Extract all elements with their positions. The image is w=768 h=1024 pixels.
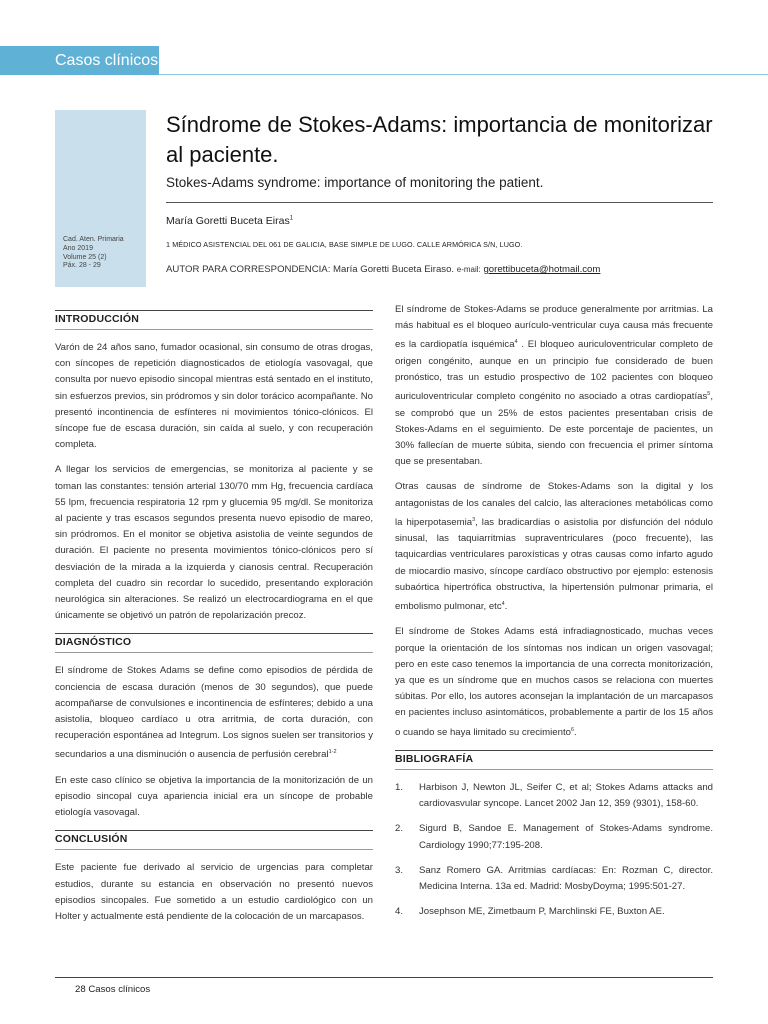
corr-name: María Goretti Buceta Eiraso. bbox=[333, 264, 455, 275]
author-sup: 1 bbox=[289, 215, 294, 222]
page-footer bbox=[75, 984, 150, 995]
right-p2b-sup: 4 bbox=[501, 601, 505, 608]
right-p1a: El síndrome de Stokes-Adams se produce generalmente por arritmias. La más habitual es el bloqueo aurículo-ventricular cuya causa más frecuente es la cardiopatía isquémica bbox=[395, 304, 713, 351]
journal-meta bbox=[63, 236, 124, 271]
diag-heading: DIAGNÓSTICO bbox=[55, 633, 373, 653]
meta-year: Ano 2019 bbox=[63, 244, 93, 252]
right-p2c: . bbox=[504, 601, 508, 613]
concl-p1: Este paciente fue derivado al servicio de urgencias para completar estudios, durante su estancia en observación no presentó nuevos episodios sincopales. Fue sometido a un estudio cardiológico con un Holter y actualmente está pendiente de la colocación de un marcapasos. bbox=[55, 862, 373, 923]
ref-num: 4. bbox=[395, 906, 404, 918]
article-subtitle: Stokes-Adams syndrome: importance of monitoring the patient. bbox=[166, 175, 544, 190]
reference-item bbox=[395, 821, 713, 853]
meta-volume: Volume 25 (2) bbox=[63, 253, 107, 261]
email-link[interactable]: gorettibuceta@hotmail.com bbox=[483, 264, 601, 275]
right-p1a-sup: 4 bbox=[514, 339, 518, 346]
right-p1b: . El bloqueo auriculoventricular completo de origen congénito, aunque en un principio fue considerado de buen pronóstico, tras un estudio prospectivo de 102 pacientes con bloqueo auriculoventricular completo congénito no asociado a otras cardiopatías bbox=[395, 339, 713, 403]
right-p2a-sup: 3 bbox=[472, 516, 476, 523]
intro-p1: Varón de 24 años sano, fumador ocasional, sin consumo de otras drogas, con síncopes de repetición diagnosticados de etiología vasovagal, que consulta por nuevo episodio sincopal mientras está sentado en el instituto, sin esfuerzos previos, sin pródromos y sin dolor torácico acompañante. No presentó incontinencia de esfínteres ni movimientos tónico-clónicos. El síncope fue de escasa duración, sin caída al suelo, y con recuperación completa. bbox=[55, 342, 373, 451]
ref-text: Harbison J, Newton JL, Seifer C, et al; Stokes Adams attacks and cardiovasvular syncope. Lancet 2002 Jan 12, 359 (9301), 158-60. bbox=[419, 782, 713, 810]
ref-num: 2. bbox=[395, 823, 404, 835]
right-p1c: , se comprobó que un 25% de estos pacientes presentaban crisis de Stokes-Adams en el seguimiento. De este porcentaje de pacientes, un 30% fallecían de muerte súbita, siendo con frecuencia el primer síntoma que se presentaban. bbox=[395, 391, 713, 468]
right-p2a: Otras causas de síndrome de Stokes-Adams son la digital y los antagonistas de los canales del calcio, las alteraciones metabólicas como la hiperpotasemia bbox=[395, 481, 713, 528]
ref-text: Josephson ME, Zimetbaum P, Marchlinski FE, Buxton AE. bbox=[419, 906, 665, 918]
correspondence bbox=[166, 264, 600, 275]
reference-list bbox=[395, 780, 713, 920]
author-line bbox=[166, 215, 293, 227]
intro-p2: A llegar los servicios de emergencias, se monitoriza al paciente y se toman las constantes: tensión arterial 130/70 mm Hg, frecuencia cardíaca 55 lpm, frecuencia respiratoria 12 rpm y glucemia 95 mg/dl. Se monitoriza al paciente y tras escasos segundos presenta nuevo episodio de mareo, sin pródromos. En el monitor se objetiva asistolia de veinte segundos de duración. El paciente no presenta movimientos tónico-clónicos pero sí desviación de la mirada a la izquierda y cianosis central. Recuperación completa del cuadro sin recordar lo sucedido, presentando exploración neurológica sin alteraciones. Se realizó un electrocardiograma en el que únicamente se objetivó un patrón de repolarización precoz. bbox=[55, 464, 373, 622]
footer-label: Casos clínicos bbox=[88, 984, 151, 995]
reference-item bbox=[395, 904, 713, 920]
right-p1 bbox=[395, 302, 713, 470]
ref-text: Sanz Romero GA. Arritmias cardíacas: En: Rozman C, director. Medicina Interna. 13a ed. Madrid: MosbyDoyma; 1995:501-27. bbox=[419, 864, 713, 893]
page-number: 28 bbox=[75, 984, 86, 995]
diag-p1 bbox=[55, 663, 373, 763]
left-column bbox=[55, 310, 373, 934]
diag-p1-sup: 1-2 bbox=[328, 749, 337, 756]
right-p2b: , las bradicardias o asistolia por disfunción del nódulo sinusal, las taquiarritmias supraventriculares (poco frecuente), las taquicardias ventriculares paroxísticas y otras causas como infarto agudo de miocardio masivo, síncope cardíaco obstructivo por ejemplo: estenosis subaórtica hipertrófica obstructiva, la hipertensión pulmonar primaria, el embolismo pulmonar, etc bbox=[395, 517, 714, 613]
email-label: e-mail: bbox=[456, 265, 481, 274]
right-p3 bbox=[395, 624, 713, 741]
title-rule bbox=[166, 202, 713, 203]
right-p3a: El síndrome de Stokes Adams está infradiagnosticado, muchas veces porque la orientación de los síntomas nos indican un origen vasovagal; pero en este caso tenemos la importancia de una correcta monitorización, ya que es un síndrome que en muchos casos se relaciona con muertes súbitas. Por ello, los autores aconsejan la implantación de un marcapasos en pacientes incluso asintomáticos, probablemente a partir de los 15 años o cuando se haya limitado su crecimiento bbox=[395, 626, 713, 738]
biblio-heading: BIBLIOGRAFÍA bbox=[395, 750, 713, 770]
reference-item bbox=[395, 863, 713, 895]
right-column bbox=[395, 302, 713, 929]
concl-heading: CONCLUSIÓN bbox=[55, 830, 373, 850]
right-p2 bbox=[395, 479, 713, 615]
corr-label: AUTOR PARA CORRESPONDENCIA: bbox=[166, 264, 331, 275]
top-rule bbox=[159, 74, 768, 75]
right-p3b: . bbox=[574, 726, 577, 738]
meta-pages: Páx. 28 - 29 bbox=[63, 262, 101, 270]
affiliation: 1 MÉDICO ASISTENCIAL DEL 061 DE GALICIA, BASE SIMPLE DE LUGO. CALLE ARMÓRICA S/N, LUGO. bbox=[166, 240, 523, 249]
meta-journal: Cad. Aten. Primaria bbox=[63, 236, 124, 243]
section-tag: Casos clínicos bbox=[0, 46, 159, 75]
ref-text: Sigurd B, Sandoe E. Management of Stokes-Adams syndrome. Cardiology 1990;77:195-208. bbox=[419, 823, 713, 851]
ref-num: 1. bbox=[395, 782, 404, 794]
intro-heading: INTRODUCCIÓN bbox=[55, 310, 373, 330]
right-p3a-sup: 6 bbox=[570, 726, 575, 733]
diag-p1-text: El síndrome de Stokes Adams se define como episodios de pérdida de conciencia de escasa duración (menos de 30 segundos), que puede acompañarse de convulsiones e incontinencia de esfínteres; debido a una asistolia, bloqueo cardíaco u otra arritmia, de corta duración, con recuperación espontánea ad Integrum. Los signos suelen ser transitorios y secundarios a una disminución o ausencia de perfusión cerebral bbox=[55, 665, 373, 761]
footer-rule bbox=[55, 977, 713, 978]
article-title: Síndrome de Stokes-Adams: importancia de monitorizar al paciente. bbox=[166, 112, 713, 167]
ref-num: 3. bbox=[395, 864, 404, 876]
reference-item bbox=[395, 780, 713, 812]
right-p1b-sup: 5 bbox=[707, 391, 711, 398]
diag-p2: En este caso clínico se objetiva la importancia de la monitorización de un episodio sincopal cuya apariencia inicial era un síncope de probable etiología vasovagal. bbox=[55, 774, 373, 819]
author-name: María Goretti Buceta Eiras bbox=[166, 215, 290, 227]
